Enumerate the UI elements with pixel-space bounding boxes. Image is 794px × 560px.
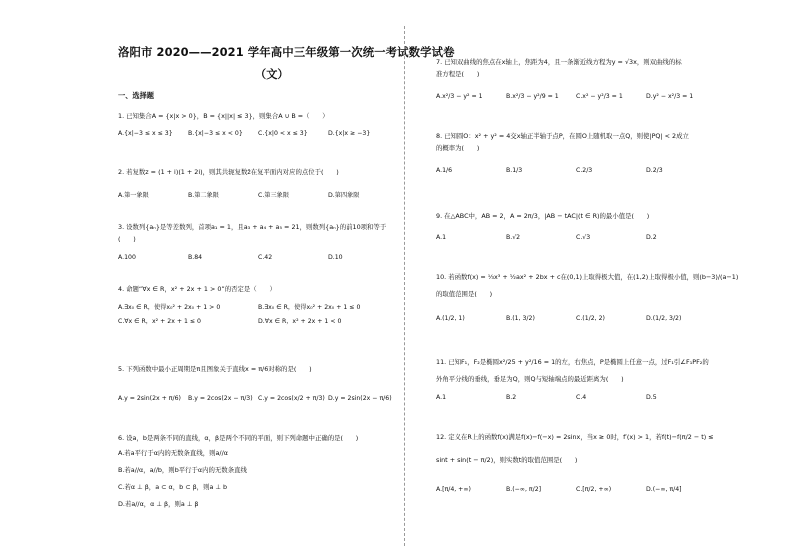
option-d: D.y² − x²/3 = 1	[646, 93, 694, 100]
option-c: C.42	[258, 254, 273, 261]
option-a: A.∃x₀ ∈ R，使得x₀² + 2x₀ + 1 > 0	[118, 304, 221, 311]
option-b: B.∃x₀ ∈ R，使得x₀² + 2x₀ + 1 ≤ 0	[258, 304, 361, 311]
option-d: D.2	[646, 234, 657, 241]
option-d: D.10	[328, 254, 343, 261]
option-b: B.84	[188, 254, 203, 261]
question-12: 12. 定义在R上的函数f(x)满足f(x)−f(−x) = 2sinx，当x ≥ 0时，f′(x) > 1，若f(t)−f(π/2 − t) ≤	[436, 433, 714, 441]
option-d: D.y = 2sin(2x − π/6)	[328, 395, 392, 402]
question-6: 6. 设a，b是两条不同的直线，α，β是两个不同的平面，则下列命题中正确的是( )	[118, 434, 359, 442]
option-c: C.(1/2, 2)	[576, 315, 605, 322]
option-c: C.x² − y²/3 = 1	[576, 93, 623, 100]
option-c: C.y = 2cos(x/2 + π/3)	[258, 395, 325, 402]
option-a: A.(1/2, 1)	[436, 315, 465, 322]
option-c: C.[π/2, +∞)	[576, 486, 612, 493]
question-10-cont: 的取值范围是( )	[436, 290, 493, 298]
option-b: B.√2	[506, 234, 521, 241]
question-6-option-c: C.若α ⊥ β，a ⊂ α，b ⊂ β，则a ⊥ b	[118, 483, 228, 491]
option-d: D.∀x ∈ R，x² + 2x + 1 < 0	[258, 318, 342, 325]
option-c: C.4	[576, 394, 587, 401]
question-8: 8. 已知圆O：x² + y² = 4交x轴正半轴于点P，在圆O上随机取一点Q，则使|PQ| < 2成立	[436, 132, 689, 140]
question-7: 7. 已知双曲线的焦点在x轴上，焦距为4，且一条渐近线方程为y = √3x，则双曲线的标	[436, 58, 682, 66]
column-divider	[404, 26, 405, 546]
option-b: B.2	[506, 394, 517, 401]
question-11: 11. 已知F₁，F₂是椭圆x²/25 + y²/16 = 1的左，右焦点，P是椭圆上任意一点，过F₁引∠F₁PF₂的	[436, 358, 709, 366]
question-9: 9. 在△ABC中，AB = 2，A = 2π/3，|AB − tAC|(t ∈ R)的最小值是( )	[436, 212, 650, 220]
question-1: 1. 已知集合A = {x|x > 0}，B = {x||x| ≤ 3}，则集合A ∪ B =（ ）	[118, 112, 329, 120]
option-a: A.y = 2sin(2x + π/6)	[118, 395, 181, 402]
option-c: C.第三象限	[258, 192, 290, 199]
option-b: B.1/3	[506, 167, 523, 174]
question-10: 10. 若函数f(x) = ⅓x³ + ½ax² + 2bx + c在(0,1)上取得极大值，在(1,2)上取得极小值，则(b−3)/(a−1)	[436, 273, 739, 281]
question-6-option-b: B.若a//α，a//b，则b平行于α内的无数条直线	[118, 466, 247, 474]
option-a: A.1	[436, 234, 447, 241]
question-7-cont: 准方程是( )	[436, 70, 480, 78]
option-a: A.x²/3 − y² = 1	[436, 93, 483, 100]
question-3-cont: ( )	[118, 235, 136, 243]
option-b: B.(1, 3/2)	[506, 315, 535, 322]
question-12-cont: sint + sin(t − π/2)，则实数t的取值范围是( )	[436, 456, 578, 464]
option-c: C.√3	[576, 234, 591, 241]
option-c: C.∀x ∈ R，x² + 2x + 1 ≤ 0	[118, 318, 201, 325]
option-d: D.{x|x ≥ −3}	[328, 130, 371, 137]
option-d: D.(−∞, π/4]	[646, 486, 682, 493]
option-a: A.第一象限	[118, 192, 149, 199]
option-c: C.{x|0 < x ≤ 3}	[258, 130, 308, 137]
question-3: 3. 设数列{aₙ}是等差数列，首项a₁ = 1，且a₃ + a₄ + a₅ = 21，则数列{aₙ}的前10项和等于	[118, 223, 387, 231]
question-4: 4. 命题“∀x ∈ R，x² + 2x + 1 > 0”的否定是（ ）	[118, 285, 276, 293]
exam-subtitle: （文）	[255, 68, 289, 81]
option-d: D.5	[646, 394, 657, 401]
option-b: B.{x|−3 ≤ x < 0}	[188, 130, 243, 137]
option-b: B.x²/3 − y²/9 = 1	[506, 93, 559, 100]
option-b: B.第二象限	[188, 192, 219, 199]
question-11-cont: 外角平分线的垂线，垂足为Q，则Q与短轴端点的最近距离为( )	[436, 375, 624, 383]
question-5: 5. 下列函数中最小正周期是π且图象关于直线x = π/6对称的是( )	[118, 365, 312, 373]
option-b: B.(−∞, π/2]	[506, 486, 542, 493]
option-a: A.[π/4, +∞)	[436, 486, 471, 493]
option-a: A.{x|−3 ≤ x ≤ 3}	[118, 130, 173, 137]
option-d: D.第四象限	[328, 192, 360, 199]
option-b: B.y = 2cos(2x − π/3)	[188, 395, 253, 402]
option-a: A.1	[436, 394, 447, 401]
option-d: D.2/3	[646, 167, 663, 174]
option-a: A.100	[118, 254, 136, 261]
option-c: C.2/3	[576, 167, 593, 174]
option-d: D.(1/2, 3/2)	[646, 315, 682, 322]
question-2: 2. 若复数z = (1 + i)(1 + 2i)，则其共轭复数z̄在复平面内对应的点位于( )	[118, 168, 339, 176]
option-a: A.1/6	[436, 167, 453, 174]
exam-title: 洛阳市 2020——2021 学年高中三年级第一次统一考试数学试卷	[118, 45, 455, 59]
question-8-cont: 的概率为( )	[436, 144, 480, 152]
section-heading: 一、选择题	[118, 91, 154, 100]
question-6-option-a: A.若a平行于α内的无数条直线，则a//α	[118, 449, 228, 457]
question-6-option-d: D.若a//α，α ⊥ β，则a ⊥ β	[118, 500, 199, 508]
